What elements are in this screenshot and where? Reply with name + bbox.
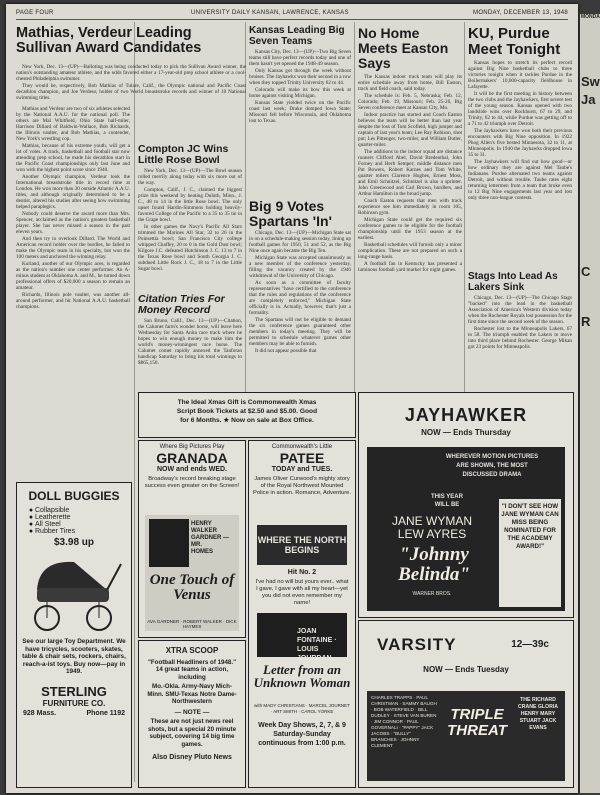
newspaper-page xyxy=(6,4,578,793)
story-paragraph: Kansas State yielded twice on the Pacific coast last week; Drake dumped Iowa State; Missouri fell before Wisconsin, and Oklahoma lost to Texas. xyxy=(249,100,351,124)
xtra-games: Mo.-Okla. Army-Navy Mich-Minn. SMU-Texas Notre Dame-Northwestern xyxy=(147,683,237,706)
story-paragraph: The Spartans will not be eligible to demand the six conference games guaranteed other members in today's meeting. They will be permitted to schedule whatever games other members may be able to furnish. xyxy=(249,317,351,347)
doll-buggy-illustration xyxy=(19,550,129,636)
varsity-dates: NOW — Ends Tuesday xyxy=(423,665,509,674)
granada-poster xyxy=(145,515,239,631)
varsity-price: 12—39c xyxy=(511,639,549,650)
patee-pre: Commonwealth's Little xyxy=(271,444,333,450)
patee-film2: Letter from an Unknown Woman xyxy=(253,662,351,690)
doll-price: $3.98 up xyxy=(53,537,95,548)
mathias-lead xyxy=(16,64,246,104)
doll-buggies-ad xyxy=(16,482,132,788)
citation-story xyxy=(138,294,242,386)
doll-bullet: ● Collapsible xyxy=(35,507,131,514)
story-paragraph: New York, Dec. 13—(UP)—The Bowl season rolled merrily along today with six more out of the way. xyxy=(138,168,242,186)
patee-copy2: I've had no will but yours ever.. what I gave, I gave with all my heart—yet you did not even remember my name! xyxy=(255,579,349,606)
patee-hours: Week Day Shows, 2, 7, & 9 xyxy=(258,722,346,729)
johnny-belinda-poster xyxy=(367,447,565,611)
story-paragraph: The additions to the indoor squad are distance runners Clifford Abel, David Bredenthal, John Forney and Herb Semper; middle distance men Pat Bowers, Robert Karnes and Tom White, quarter milers Clarence Hughes, Ernest Moss, and Emil Schnitzel, Schnitzel is also a sprinter. John Greenwood and Carl Brown, hurdlers, and Arthur Hamilton in the broad jump. xyxy=(358,149,462,197)
granada-dates: NOW and ends WED. xyxy=(157,466,227,473)
story-paragraph: Chicago, Dec. 13—(UP)—The Chicago Stags "backed" into the lead in the basketball Association of America's Western division today when the Rochester Royals lost possession for the first time since the second week of the season. xyxy=(468,295,572,325)
poster-name-mid: GARDNER — MR. xyxy=(191,535,230,548)
xtra-note-head: — NOTE — xyxy=(174,709,210,717)
doll-bullet: ● All Steel xyxy=(35,521,131,528)
story-paragraph: New York, Dec. 13—(UP)—Balloting was being conducted today to pick the Sullivan Award winner, the nation's outstanding amateur athlete, and the odds favored either a 17-year-old prep school athlete or a cool-chested Philadelphia swimmer. xyxy=(16,64,246,82)
jayhawker-critic: LOUELLA PARSONS xyxy=(507,603,553,608)
no-home-meets-story xyxy=(358,26,462,388)
poster-name-bottom: HOMES xyxy=(191,549,214,555)
patee-hours-3: continuous from 1:00 p.m. xyxy=(258,740,346,747)
story-paragraph: The Jayhawkers will find out how good—or how ordinary they are against Mel Taube's Indianans. Purdue alternated two teams against Detroit, and without trouble. Taube rates eight returning lettermen from a team that broke even in 12 Big Nine engagements last year and lost only three non-league contests. xyxy=(468,159,572,201)
gift-line-1: The Ideal Xmas Gift is Commonwealth Xmas xyxy=(177,399,317,406)
patee-hit2: Hit No. 2 xyxy=(287,569,317,576)
mathias-headline: Mathias, Verdeur Leading Sullivan Award Candidates xyxy=(16,25,202,56)
varsity-name: VARSITY xyxy=(377,635,457,654)
patee-copy: James Oliver Curwood's mighty story of the Royal Northwest Mounted Police in action. Romance, Adventure. xyxy=(253,476,351,496)
adjacent-letter: Ja xyxy=(581,92,596,107)
story-paragraph: Kansas hopes to stretch its perfect record against Big Nine basketball clubs to three victories tonight when it tackles Purdue in the Boilermakers' 10,000-capacity fieldhouse in Lafayette. xyxy=(468,60,572,90)
granada-name: GRANADA xyxy=(156,450,228,466)
masthead xyxy=(16,10,568,20)
story-paragraph: San Bruno, Calif., Dec. 13—(UP)—Citation, the Calumet farm's wonder horse, will leave here Wednesday for Santa Anita race track where he hopes to win enough money to make him the world's money-winningest race horse. The Calumet comet rapidly annexed the Tanforan handicap Saturday to bring his total winnings to $865,150. xyxy=(138,318,242,366)
story-paragraph: A football fan in Kentucky has presented a luminous football yard marker for night games. xyxy=(358,261,462,273)
poster-name-top: HENRY WALKER xyxy=(191,521,217,534)
xtra-title: XTRA SCOOP xyxy=(165,646,219,655)
story-paragraph: In other games the Navy's Pacific All Stars trimmed the Marines All Star, 32 to 26 in the Poinsettia bowl; San Francisco City college whipped Chaffey, 20 to 0 in the Gold Dust bowl; Kilgore J.C. defeated Hutchinson J. C. 13 to 7 in the Texas Rose bowl and South Georgia J. C. subdued Little Rock J. C., 18 to 7 in the Little Sugar bowl. xyxy=(138,224,242,272)
star-1: JANE WYMAN xyxy=(391,514,472,528)
granada-film-title: One Touch of Venus xyxy=(149,572,235,603)
page-number: PAGE FOUR xyxy=(16,10,54,16)
story-paragraph: Richards, Illinois pole vaulter, was another all-around performer, and hit National A.A.U. basketball champions. xyxy=(16,292,130,310)
granada-credits: AVA GARDNER · ROBERT WALKER · DICK HAYMES xyxy=(147,619,237,629)
varsity-co: THE RICHARD CRANE GLORIA HENRY MARY STUART JACK EVANS xyxy=(517,697,559,731)
adjacent-letter: R xyxy=(581,314,591,329)
jayhawker-studio: WARNER BROS. xyxy=(412,591,452,597)
story-paragraph: The schedule is: Feb. 5, Nebraska; Feb. 12, Colorado; Feb. 19, Missouri; Feb. 25-26, Big Seven conference meet at Kansas City, Mo. xyxy=(358,93,462,111)
story-paragraph: And then try to overlook Dillard. The World and American record holder over the hurdles, he failed to make the Olympic team in his specialty, but won the 100 meters and anchored the winning relay. xyxy=(16,236,130,260)
patee-stars-photo xyxy=(257,613,347,662)
adjacent-header: MONDA xyxy=(581,14,600,20)
jayhawker-name: JAYHAWKER xyxy=(404,405,528,425)
star-2: LEW AYRES xyxy=(397,527,467,541)
commonwealth-gift-ad xyxy=(138,392,356,438)
varsity-cast: CHARLES TRAPPS · PAUL CHRISTMAN · SAMMY BAUGH · BOB WATERFIELD · BILL DUDLEY · STEVE VAN BUREN · JIM CONNOR · PAUL GOVERNALI · "PAPPY" JACK JACOBS · "BULLY" BRANCHES · JOHNNY CLEMENT xyxy=(371,695,437,748)
jayhawker-dates: NOW — Ends Thursday xyxy=(421,428,511,437)
story-paragraph: Michigan State was accepted unanimously as a new member of the conference yesterday, filling the vacancy created by the 1946 withdrawal of the University of Chicago. xyxy=(249,255,351,279)
store-address: 928 Mass. xyxy=(23,709,57,717)
story-paragraph: Michigan State could get the required six conference games to be eligible for the football championship until the 1953 season at the earliest. xyxy=(358,217,462,241)
story-paragraph: Basketball schedules will furnish only a minor complication. These are not prepared on such a long-range basis. xyxy=(358,242,462,260)
jayhawker-ad xyxy=(358,392,574,618)
granada-ad xyxy=(138,440,246,638)
adjacent-letter: Sw xyxy=(581,74,600,89)
adjacent-letter: C xyxy=(581,264,591,279)
doll-title: DOLL BUGGIES xyxy=(28,489,120,503)
story-paragraph: Colorado will make its bow this week at home against visiting Michigan. xyxy=(249,87,351,99)
store-name-2: FURNITURE CO. xyxy=(42,698,106,708)
poster-photo xyxy=(149,519,189,567)
issue-date: MONDAY, DECEMBER 13, 1948 xyxy=(473,10,568,16)
poster-will-be: WILL BE xyxy=(434,502,460,508)
adjacent-page-strip xyxy=(580,14,600,793)
patee-hours-2: Saturday-Sunday xyxy=(273,731,331,738)
patee-film1: WHERE THE NORTH BEGINS xyxy=(257,535,347,555)
story-paragraph: It will be the first meeting in history between the two clubs and the Jayhawkers, first severe test of the young season. Kansas opened with two landslide wins over Rockhurst, 67 to 29, and Trinity, 62 to 44, while Purdue was getting off to a 71 to 42 triumph over Detroit. xyxy=(468,91,572,127)
varsity-ad xyxy=(358,620,574,788)
store-phone: Phone 1192 xyxy=(86,709,125,717)
story-paragraph: Nobody could deserve the award more than Mrs. Spencer, acclaimed as the nation's greatest basketball player. She has never missed a season in the past eleven years. xyxy=(16,211,130,235)
ku-purdue-story xyxy=(468,26,572,256)
story-paragraph: Kansas City, Dec. 13—(UP)—Two Big Seven teams still have perfect records today and one of them hasn't yet opened the 1948-49 season. xyxy=(249,49,351,67)
patee-dates: TODAY and TUES. xyxy=(271,466,333,473)
store-name: STERLING xyxy=(41,683,107,699)
citation-headline: Citation Tries For Money Record xyxy=(138,293,225,316)
xtra-scoop-ad xyxy=(138,640,246,788)
stags-headline: Stags Into Lead As Lakers Sink xyxy=(468,271,558,293)
story-paragraph: Indoor practice has started and Coach Easton believes the team will be better than last year despite the loss of Tom Scofield, high jumper and captain of last year's team; Lee Ray Robison, shot put; Les Pittenger, two-miler, and William Butler, quarter-miler. xyxy=(358,112,462,148)
story-paragraph: Chicago, Dec. 13—(UP)—Michigan State sat in on a schedule-making session today, lining up football games for 1950, 51 and 52, as the Big Nine once again became the Big Ten. xyxy=(249,230,351,254)
triple-threat-poster xyxy=(367,691,565,781)
big-seven-headline: Kansas Leading Big Seven Teams xyxy=(249,25,345,47)
story-paragraph: The Kansas indoor track team will play its entire schedule away from home, Bill Easton, track and field coach, said today. xyxy=(358,74,462,92)
story-paragraph: Coach Easton requests that men with track experience see him immediately in room 105, Robinson gym. xyxy=(358,198,462,216)
doll-bullet: ● Leatherette xyxy=(35,514,131,521)
patee-cast: with MADY CHRISTIANS · MARCEL JOURNET · ART SMITH · CAROL YORKE xyxy=(254,703,350,714)
doll-copy: See our large Toy Department. We have tricycles, scooters, skates, table & chair sets, rockers, chairs, reach-a-ist toys. Buy now—pay in 1949. xyxy=(22,638,126,676)
story-paragraph: Mathias, because of his extreme youth, will get a lot of votes. A track, basketball and football star now attending prep school, he made his decathlon start in the Pacific Coast championships only last June and won with the highest point score since 1940. xyxy=(16,143,130,173)
story-paragraph: Mathias and Verdeur are two of six athletes selected by the National A.A.U. for the national poll. The others are Mal Whitfield, Ohio State half-miler, Harrison Dillard of Baldwin-Wallace, Bob Richards, the Illinois vaulter, and Bob Mathias, a contender, New York's wrestling cop. xyxy=(16,106,130,142)
patee-film1-art xyxy=(257,525,347,565)
story-paragraph: Another Olympic champion, Verdeur took the International breaststroke title in record time at London. He won more than 30 outside Atlantic A.A.U. titles, and although originally determined to be a dentist, altered his studies after seeing how swimming helped paraplegics. xyxy=(16,174,130,210)
big-seven-story xyxy=(249,26,351,196)
poster-tag-3: DISCUSSED DRAMA xyxy=(462,472,522,478)
story-paragraph: They would be, respectively, Bob Mathias of Tulare, Calif., the Olympic national and Pacific Coast decathlon champion, and Joe Verdeur, holder of two World breaststroke records and winner of 10 National swimming titles. xyxy=(16,83,246,101)
jayhawker-quote: "I DON'T SEE HOW JANE WYMAN CAN MISS BEING NOMINATED FOR THE ACADEMY AWARD!" xyxy=(499,499,561,607)
story-paragraph: Only Kansas got through the week without bruises. The Jayhawks won their second in a row when they topped Trinity University 62 to 44. xyxy=(249,68,351,86)
story-paragraph: Kurland, another of our Olympic aces, is regarded as the nation's number one center performer. An A-minus student at Oklahoma A. and M., he turned down professional offers of $20,000 a season to remain an amateur. xyxy=(16,261,130,291)
mathias-body xyxy=(16,106,130,478)
spartans-story xyxy=(249,199,351,389)
xtra-copy: "Football Headliners of 1948." 14 great teams in action, including xyxy=(147,659,237,681)
stags-story xyxy=(468,272,572,388)
poster-tag-2: ARE SHOWN, THE MOST xyxy=(456,463,528,469)
granada-pre: Where Big Pictures Play xyxy=(159,444,225,450)
gift-line-3: for 6 Months. ★ Now on sale at Box Office. xyxy=(180,417,314,424)
xtra-also: Also Disney Pluto News xyxy=(152,754,232,762)
gift-line-2: Script Book Tickets at $2.50 and $5.00. Good xyxy=(176,408,318,415)
jayhawker-film: "Johnny Belinda" xyxy=(398,544,470,585)
story-paragraph: The Jayhawkers have won both their previous encounters with Big Nine opposition. In 1922 Phog Allen's five bested Minnesota, 32 to 11, at Minneapolis. In 1940 the Jayhawks dropped Iowa 35 to 31. xyxy=(468,128,572,158)
granada-copy: Broadway's record breaking stage success even greater on the Screen! xyxy=(144,476,240,489)
story-paragraph: As soon as a committee of faculty representatives "have certified to the conference that the rules and regulations of the conference are completely enforced," Michigan State officially is in. Actually, however, that's just a formality. xyxy=(249,280,351,316)
spartans-headline: Big 9 Votes Spartans 'In' xyxy=(249,198,332,229)
ku-purdue-headline: KU, Purdue Meet Tonight xyxy=(468,25,561,58)
no-home-headline: No Home Meets Easton Says xyxy=(358,25,449,71)
poster-tag-4: THIS YEAR xyxy=(431,494,463,500)
varsity-film: TRIPLE THREAT xyxy=(447,706,507,739)
xtra-note: These are not just news reel shots, but a special 20 minute subject, covering 14 big time games. xyxy=(147,718,237,748)
doll-bullet: ● Rubber Tires xyxy=(35,528,131,535)
patee-ad xyxy=(248,440,356,788)
story-paragraph: It did not appear possible that xyxy=(255,348,317,354)
story-paragraph: Compton, Calif., J. C., claimed the biggest prize this weekend by beating Duluth, Minn., J. C., 48 to 14 in the little Rose bowl. The only upset found Hardin-Simmons holding heavily-favored College of the Pacific to a 35 to 35 tie in the Grape bowl. xyxy=(138,187,242,223)
story-paragraph: Rochester lost to the Minneapolis Lakers, 67 to 58. The triumph enabled the Lakers to move into third place behind Rochester. George Mikan got 23 points for Minneapolis. xyxy=(468,326,572,350)
poster-tag-1: WHEREVER MOTION PICTURES xyxy=(445,454,539,460)
patee-stars: JOAN FONTAINE · LOUIS JOURDAN xyxy=(297,628,337,662)
compton-headline: Compton JC Wins Little Rose Bowl xyxy=(138,143,229,166)
compton-story xyxy=(138,143,242,272)
patee-name: PATEE xyxy=(279,450,325,466)
paper-name: UNIVERSITY DAILY KANSAN, LAWRENCE, KANSAS xyxy=(191,10,349,16)
